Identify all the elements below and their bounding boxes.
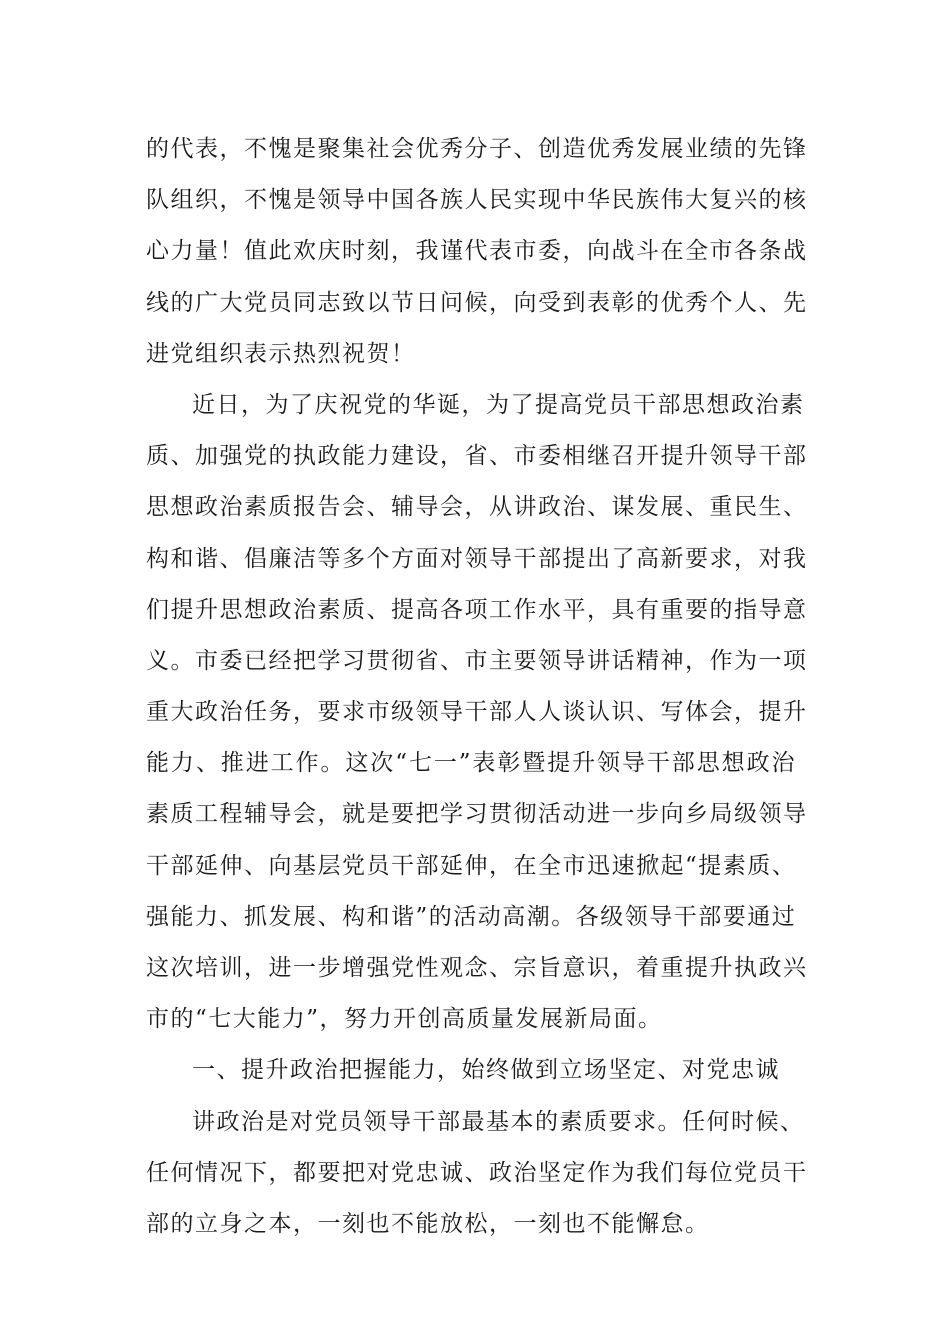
text-line: 思想政治素质报告会、辅导会，从讲政治、谋发展、重民生、 — [146, 494, 808, 521]
text-line: 队组织，不愧是领导中国各族人民实现中华民族伟大复兴的核 — [146, 187, 808, 214]
section-heading-1 — [146, 1045, 796, 1096]
text-line: 义。市委已经把学习贯彻省、市主要领导讲话精神，作为一项 — [146, 647, 808, 674]
text-line: 能力、推进工作。这次“七一”表彰暨提升领导干部思想政治 — [146, 750, 796, 777]
text-line: 进党组织表示热烈祝贺！ — [146, 340, 416, 367]
text-line: 这次培训，进一步增强党性观念、宗旨意识，着重提升执政兴 — [146, 955, 808, 981]
text-line: 部的立身之本，一刻也不能放松，一刻也不能懈怠。 — [146, 1210, 710, 1237]
paragraph-recent-events — [146, 380, 808, 1045]
text-line: 市的“七大能力”，努力开创高质量发展新局面。 — [146, 1006, 663, 1033]
text-line: 强能力、抓发展、构和谐”的活动高潮。各级领导干部要通过 — [146, 903, 797, 930]
section-heading-text: 一、提升政治把握能力，始终做到立场坚定、对党忠诚 — [192, 1057, 780, 1084]
paragraph-political-stance — [146, 1097, 808, 1251]
text-line: 重大政治任务，要求市级领导干部人人谈认识、写体会，提升 — [146, 699, 808, 726]
text-line: 们提升思想政治素质、提高各项工作水平，具有重要的指导意 — [146, 596, 808, 623]
text-line: 构和谐、倡廉洁等多个方面对领导干部提出了高新要求，对我 — [146, 545, 808, 572]
text-line: 心力量！值此欢庆时刻，我谨代表市委，向战斗在全市各条战 — [146, 238, 808, 265]
text-line: 任何情况下，都要把对党忠诚、政治坚定作为我们每位党员干 — [146, 1159, 808, 1186]
paragraph-continuation — [146, 124, 808, 380]
text-line: 线的广大党员同志致以节日问候，向受到表彰的优秀个人、先 — [146, 289, 808, 316]
text-line: 素质工程辅导会，就是要把学习贯彻活动进一步向乡局级领导 — [146, 801, 808, 828]
document-body — [146, 124, 808, 1250]
text-line: 近日，为了庆祝党的华诞，为了提高党员干部思想政治素 — [192, 391, 805, 418]
text-line: 干部延伸、向基层党员干部延伸，在全市迅速掀起“提素质、 — [146, 852, 797, 879]
text-line: 质、加强党的执政能力建设，省、市委相继召开提升领导干部 — [146, 443, 808, 470]
text-line: 讲政治是对党员领导干部最基本的素质要求。任何时候、 — [192, 1108, 805, 1135]
text-line: 的代表，不愧是聚集社会优秀分子、创造优秀发展业绩的先锋 — [146, 136, 808, 162]
